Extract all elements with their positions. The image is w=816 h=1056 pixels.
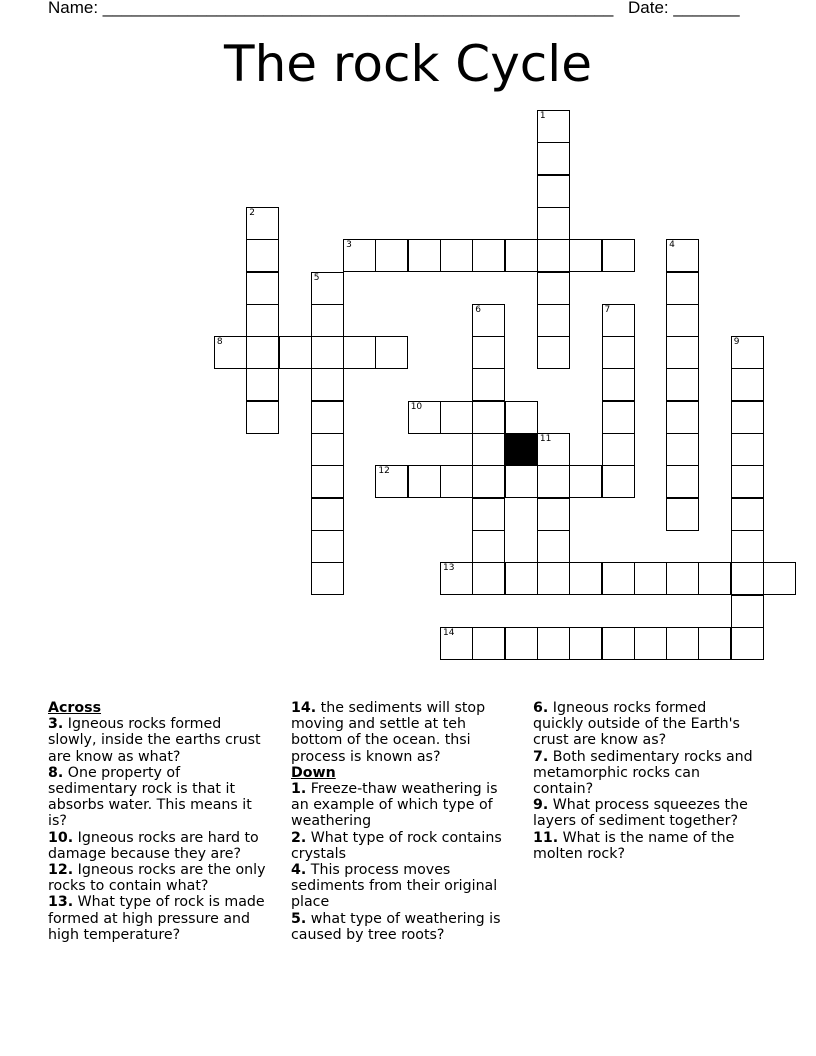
grid-cell[interactable] bbox=[343, 239, 376, 272]
grid-cell[interactable] bbox=[472, 498, 505, 531]
grid-cell[interactable] bbox=[731, 465, 764, 498]
grid-cell[interactable] bbox=[505, 627, 538, 660]
grid-cell[interactable] bbox=[666, 627, 699, 660]
grid-cell[interactable] bbox=[731, 595, 764, 628]
grid-cell[interactable] bbox=[311, 433, 344, 466]
grid-cell[interactable] bbox=[537, 336, 570, 369]
grid-cell[interactable] bbox=[375, 465, 408, 498]
grid-cell[interactable] bbox=[537, 465, 570, 498]
cell-number: 11 bbox=[539, 434, 552, 444]
grid-cell[interactable] bbox=[634, 562, 667, 595]
clue-across-14: 14. the sediments will stop moving and settle at teh bottom of the ocean. thsi process is known as? bbox=[291, 700, 486, 765]
grid-cell[interactable] bbox=[311, 530, 344, 563]
grid-cell[interactable] bbox=[537, 304, 570, 337]
clues-column-3 bbox=[533, 700, 758, 862]
grid-cell[interactable] bbox=[731, 336, 764, 369]
grid-cell[interactable] bbox=[311, 304, 344, 337]
clues-column-1 bbox=[48, 700, 273, 943]
grid-cell[interactable] bbox=[731, 433, 764, 466]
clues-column-2 bbox=[291, 700, 516, 943]
clue-down-9: 9. What process squeezes the layers of sediment together? bbox=[533, 797, 748, 830]
grid-cell[interactable] bbox=[505, 562, 538, 595]
grid-cell[interactable] bbox=[731, 498, 764, 531]
grid-cell[interactable] bbox=[440, 239, 473, 272]
grid-cell[interactable] bbox=[440, 465, 473, 498]
grid-cell[interactable] bbox=[634, 627, 667, 660]
grid-cell[interactable] bbox=[311, 272, 344, 305]
grid-cell[interactable] bbox=[311, 401, 344, 434]
grid-cell[interactable] bbox=[440, 627, 473, 660]
grid-cell[interactable] bbox=[731, 368, 764, 401]
grid-cell[interactable] bbox=[537, 175, 570, 208]
grid-cell[interactable] bbox=[537, 142, 570, 175]
grid-cell[interactable] bbox=[666, 368, 699, 401]
grid-cell[interactable] bbox=[602, 562, 635, 595]
clue-down-5: 5. what type of weathering is caused by tree roots? bbox=[291, 910, 501, 943]
grid-cell[interactable] bbox=[731, 627, 764, 660]
clue-down-2: 2. What type of rock contains crystals bbox=[291, 829, 502, 862]
cell-number: 12 bbox=[378, 466, 390, 477]
grid-cell[interactable] bbox=[472, 465, 505, 498]
blocked-cell bbox=[505, 433, 538, 466]
grid-cell[interactable] bbox=[311, 336, 344, 369]
clue-across-12: 12. Igneous rocks are the only rocks to contain what? bbox=[48, 862, 266, 895]
grid-cell[interactable] bbox=[472, 368, 505, 401]
grid-cell[interactable] bbox=[602, 239, 635, 272]
grid-cell[interactable] bbox=[505, 465, 538, 498]
grid-cell[interactable] bbox=[763, 562, 796, 595]
grid-cell[interactable] bbox=[537, 433, 570, 466]
grid-cell[interactable] bbox=[569, 562, 602, 595]
grid-cell[interactable] bbox=[731, 401, 764, 434]
clue-down-7: 7. Both sedimentary rocks and metamorphic rocks can contain? bbox=[533, 748, 753, 798]
grid-cell[interactable] bbox=[472, 433, 505, 466]
clue-across-3: 3. Igneous rocks formed slowly, inside the earths crust are know as what? bbox=[48, 716, 261, 765]
clue-down-4: 4. This process moves sediments from their original place bbox=[291, 862, 498, 911]
clue-down-11: 11. What is the name of the molten rock? bbox=[533, 829, 735, 862]
grid-cell[interactable] bbox=[311, 498, 344, 531]
grid-cell[interactable] bbox=[408, 401, 441, 434]
grid-cell[interactable] bbox=[343, 336, 376, 369]
name-field[interactable]: Name: ______________________________________________________ bbox=[48, 0, 614, 17]
grid-cell[interactable] bbox=[537, 562, 570, 595]
grid-cell[interactable] bbox=[472, 239, 505, 272]
grid-cell[interactable] bbox=[246, 336, 279, 369]
grid-cell[interactable] bbox=[246, 272, 279, 305]
grid-cell[interactable] bbox=[246, 401, 279, 434]
grid-cell[interactable] bbox=[246, 239, 279, 272]
grid-cell[interactable] bbox=[602, 433, 635, 466]
cell-number: 10 bbox=[410, 401, 423, 412]
cell-number: 7 bbox=[604, 304, 611, 315]
down-heading: Down bbox=[291, 764, 336, 781]
grid-cell[interactable] bbox=[602, 304, 635, 337]
grid-cell[interactable] bbox=[537, 110, 570, 143]
grid-cell[interactable] bbox=[602, 627, 635, 660]
grid-cell[interactable] bbox=[472, 401, 505, 434]
grid-cell[interactable] bbox=[246, 304, 279, 337]
grid-cell[interactable] bbox=[537, 530, 570, 563]
clue-down-6: 6. Igneous rocks formed quickly outside of the Earth's crust are know as? bbox=[533, 700, 740, 749]
grid-cell[interactable] bbox=[569, 239, 602, 272]
grid-cell[interactable] bbox=[246, 207, 279, 240]
grid-cell[interactable] bbox=[731, 530, 764, 563]
grid-cell[interactable] bbox=[311, 562, 344, 595]
grid-cell[interactable] bbox=[666, 498, 699, 531]
grid-cell[interactable] bbox=[569, 465, 602, 498]
clue-across-13: 13. What type of rock is made formed at high pressure and high temperature? bbox=[48, 894, 265, 943]
cell-number: 13 bbox=[443, 563, 455, 574]
date-field[interactable]: Date: _______ bbox=[628, 0, 740, 17]
grid-cell[interactable] bbox=[472, 627, 505, 660]
clue-across-10: 10. Igneous rocks are hard to damage because they are? bbox=[48, 829, 259, 862]
grid-cell[interactable] bbox=[472, 336, 505, 369]
grid-cell[interactable] bbox=[311, 368, 344, 401]
grid-cell[interactable] bbox=[472, 530, 505, 563]
clue-across-8: 8. One property of sedimentary rock is that it absorbs water. This means it is? bbox=[48, 764, 252, 830]
cell-number: 4 bbox=[669, 240, 675, 251]
grid-cell[interactable] bbox=[408, 239, 441, 272]
grid-cell[interactable] bbox=[537, 272, 570, 305]
grid-cell[interactable] bbox=[666, 562, 699, 595]
grid-cell[interactable] bbox=[602, 368, 635, 401]
grid-cell[interactable] bbox=[279, 336, 312, 369]
cell-number: 1 bbox=[539, 111, 546, 121]
grid-cell[interactable] bbox=[602, 465, 635, 498]
grid-cell[interactable] bbox=[440, 562, 473, 595]
grid-cell[interactable] bbox=[375, 336, 408, 369]
grid-cell[interactable] bbox=[731, 562, 764, 595]
grid-cell[interactable] bbox=[537, 627, 570, 660]
grid-cell[interactable] bbox=[666, 304, 699, 337]
grid-cell[interactable] bbox=[569, 627, 602, 660]
across-heading: Across bbox=[48, 700, 102, 716]
grid-cell[interactable] bbox=[246, 368, 279, 401]
grid-cell[interactable] bbox=[698, 562, 731, 595]
page-title: The rock Cycle bbox=[224, 35, 592, 93]
grid-cell[interactable] bbox=[666, 239, 699, 272]
cell-number: 2 bbox=[249, 207, 255, 218]
grid-cell[interactable] bbox=[666, 336, 699, 369]
grid-cell[interactable] bbox=[698, 627, 731, 660]
grid-cell[interactable] bbox=[311, 465, 344, 498]
grid-cell[interactable] bbox=[505, 401, 538, 434]
grid-cell[interactable] bbox=[537, 239, 570, 272]
cell-number: 8 bbox=[216, 337, 223, 348]
grid-cell[interactable] bbox=[666, 401, 699, 434]
grid-cell[interactable] bbox=[666, 272, 699, 305]
grid-cell[interactable] bbox=[214, 336, 247, 369]
cell-number: 6 bbox=[475, 304, 482, 315]
grid-cell[interactable] bbox=[666, 433, 699, 466]
grid-cell[interactable] bbox=[537, 207, 570, 240]
cell-number: 3 bbox=[346, 240, 352, 251]
grid-cell[interactable] bbox=[472, 562, 505, 595]
cell-number: 9 bbox=[733, 337, 740, 348]
cell-number: 14 bbox=[443, 627, 455, 638]
grid-cell[interactable] bbox=[375, 239, 408, 272]
grid-cell[interactable] bbox=[537, 498, 570, 531]
grid-cell[interactable] bbox=[505, 239, 538, 272]
grid-cell[interactable] bbox=[602, 336, 635, 369]
grid-cell[interactable] bbox=[666, 465, 699, 498]
grid-cell[interactable] bbox=[408, 465, 441, 498]
grid-cell[interactable] bbox=[472, 304, 505, 337]
cell-number: 5 bbox=[313, 272, 320, 283]
grid-cell[interactable] bbox=[440, 401, 473, 434]
clue-down-1: 1. Freeze-thaw weathering is an example of which type of weathering bbox=[291, 781, 498, 830]
grid-cell[interactable] bbox=[602, 401, 635, 434]
